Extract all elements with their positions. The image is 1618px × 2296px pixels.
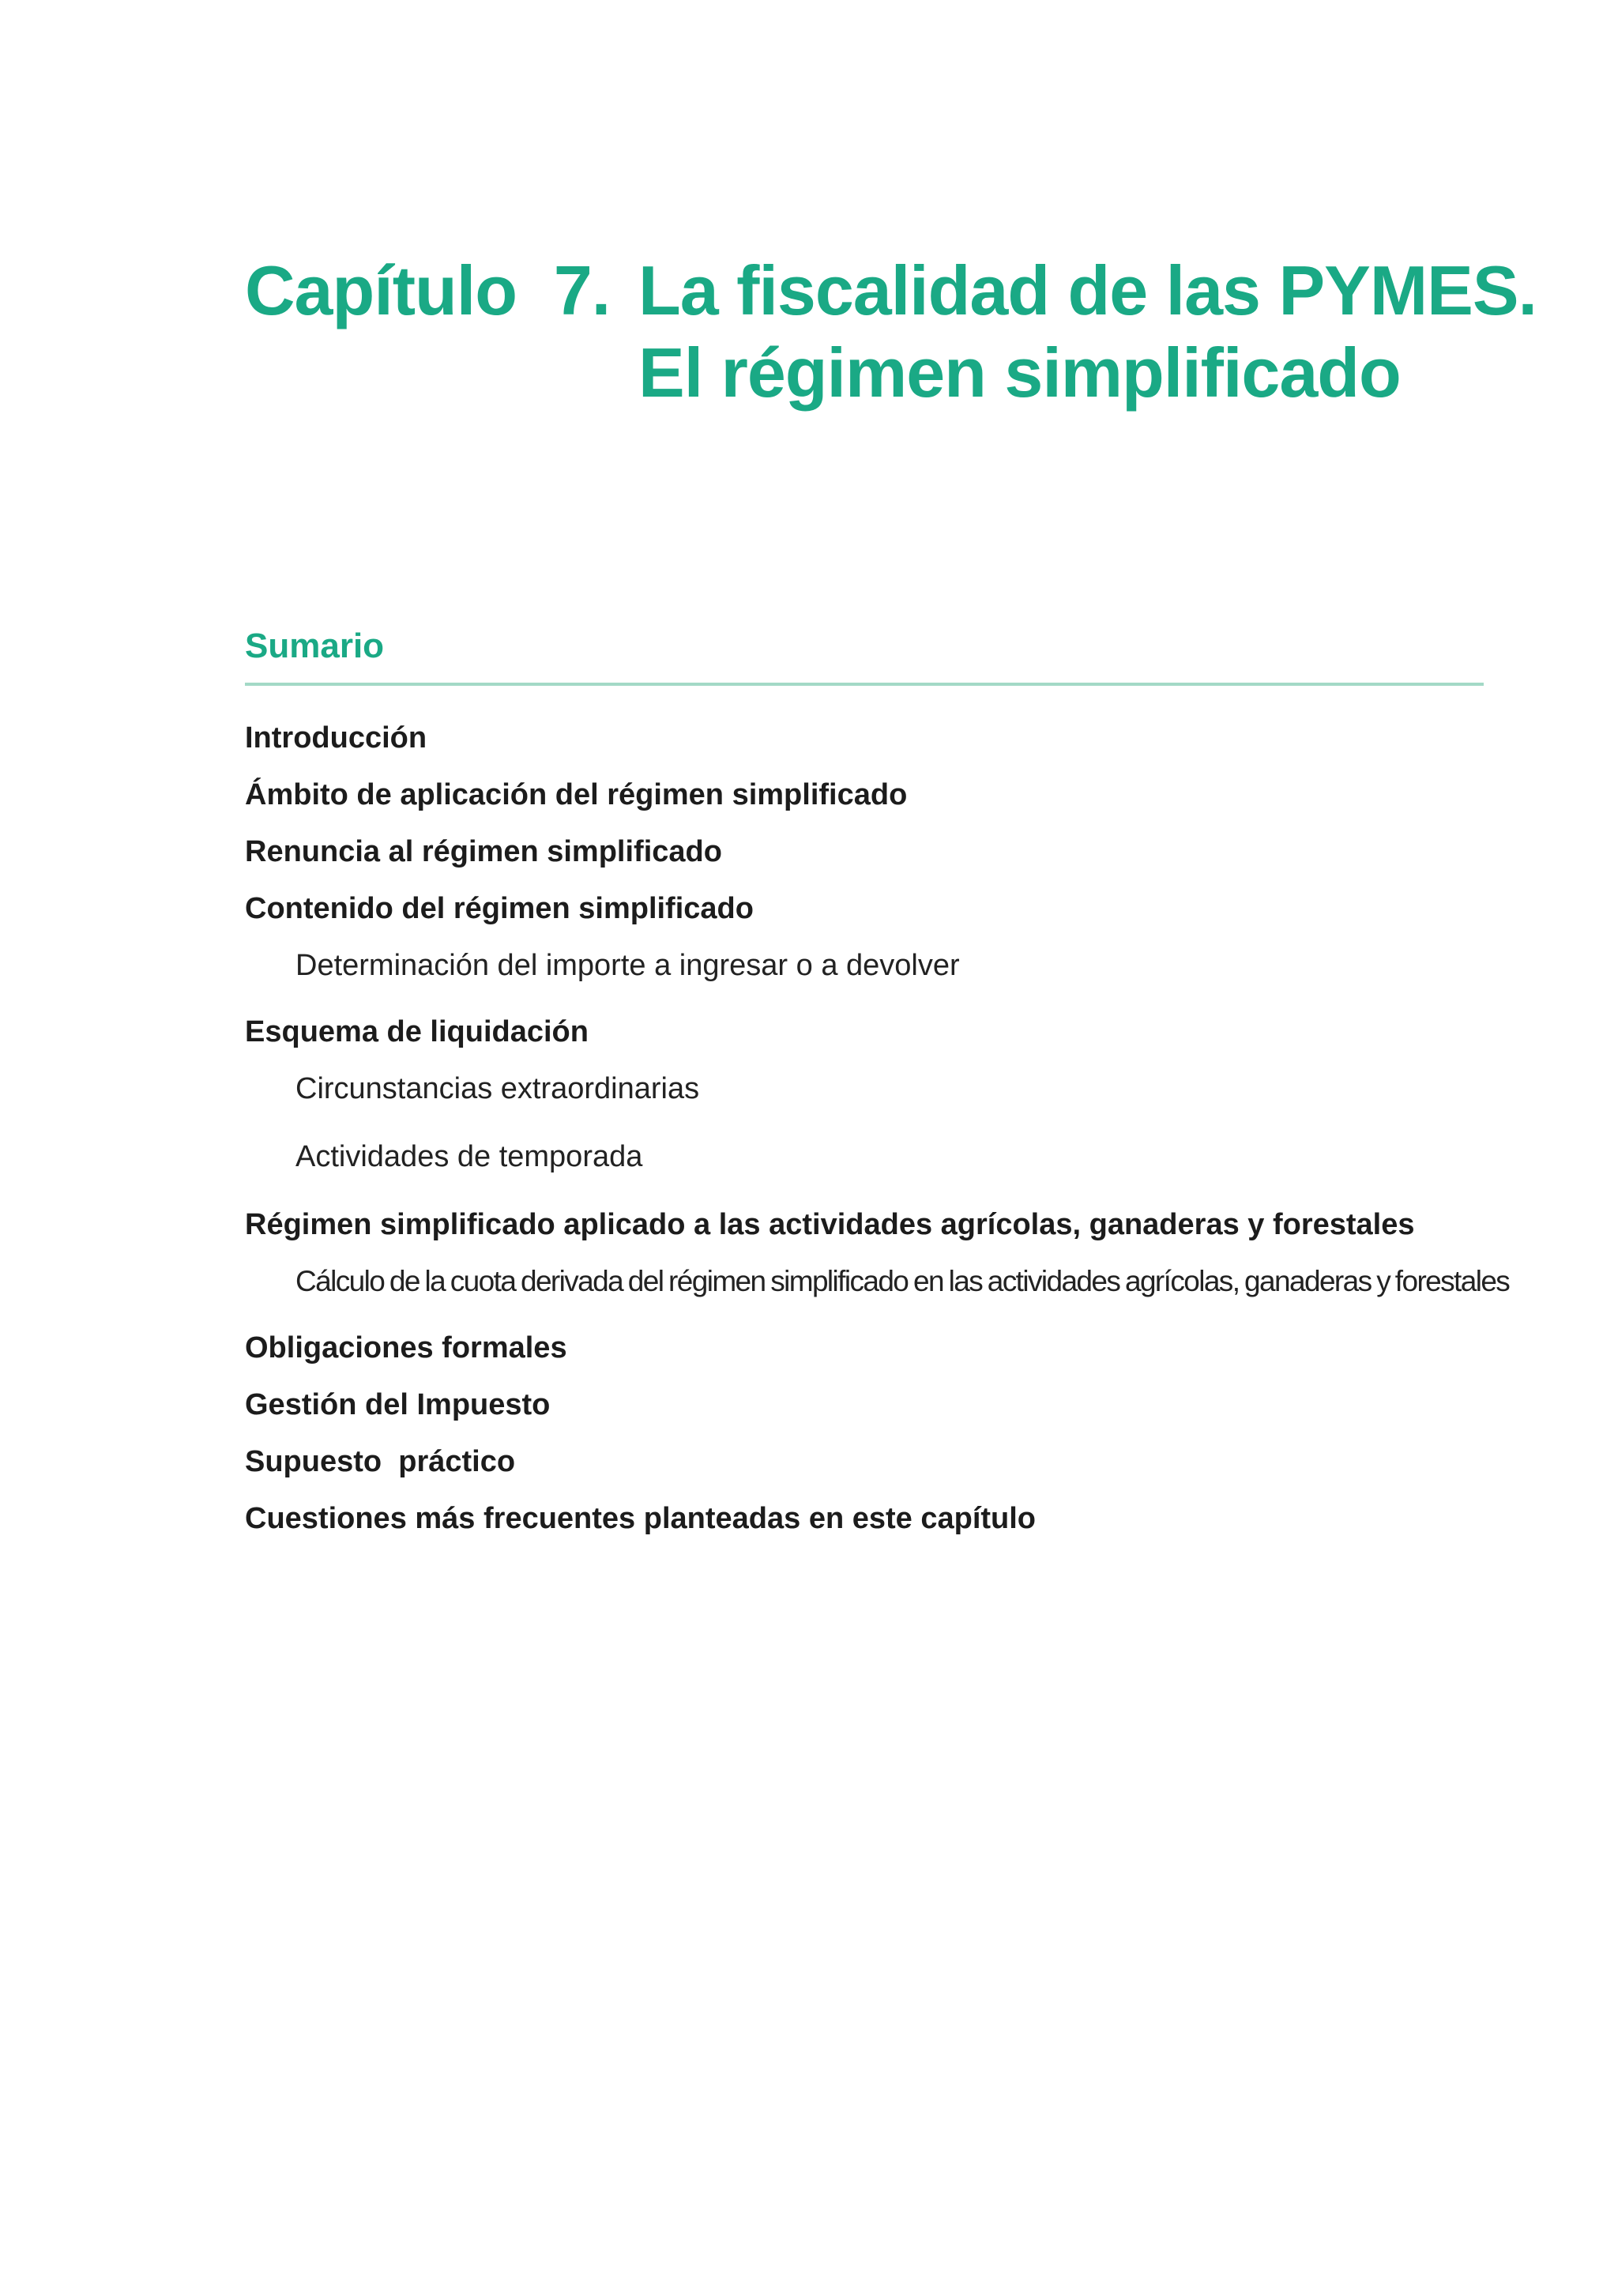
chapter-title bbox=[638, 250, 1537, 414]
chapter-title-line-1: La fiscalidad de las PYMES. bbox=[638, 251, 1537, 329]
toc-item-gestion[interactable]: Gestión del Impuesto bbox=[245, 1388, 551, 1421]
summary-heading: Sumario bbox=[245, 627, 385, 665]
summary-divider bbox=[245, 683, 1484, 686]
toc-item-esquema[interactable]: Esquema de liquidación bbox=[245, 1015, 589, 1048]
toc-item-agricolas[interactable]: Régimen simplificado aplicado a las actividades agrícolas, ganaderas y forestales bbox=[245, 1208, 1415, 1241]
toc-item-contenido[interactable]: Contenido del régimen simplificado bbox=[245, 892, 754, 925]
toc-subitem-calculo-cuota[interactable]: Cálculo de la cuota derivada del régimen simplificado en las actividades agrícolas, ganaderas y forestales bbox=[295, 1265, 1510, 1297]
toc-item-obligaciones[interactable]: Obligaciones formales bbox=[245, 1331, 567, 1364]
toc-item-ambito[interactable]: Ámbito de aplicación del régimen simplificado bbox=[245, 778, 908, 811]
toc-subitem-temporada[interactable]: Actividades de temporada bbox=[295, 1140, 643, 1173]
toc-subitem-determinacion[interactable]: Determinación del importe a ingresar o a devolver bbox=[295, 949, 960, 982]
toc-item-introduccion[interactable]: Introducción bbox=[245, 721, 427, 755]
chapter-title-line-2: El régimen simplificado bbox=[638, 333, 1401, 412]
toc-subitem-circunstancias[interactable]: Circunstancias extraordinarias bbox=[295, 1072, 700, 1105]
toc-item-renuncia[interactable]: Renuncia al régimen simplificado bbox=[245, 835, 722, 868]
toc-item-cuestiones[interactable]: Cuestiones más frecuentes planteadas en este capítulo bbox=[245, 1502, 1037, 1535]
toc-item-supuesto[interactable]: Supuesto práctico bbox=[245, 1445, 516, 1478]
chapter-label: Capítulo 7. bbox=[245, 251, 611, 329]
